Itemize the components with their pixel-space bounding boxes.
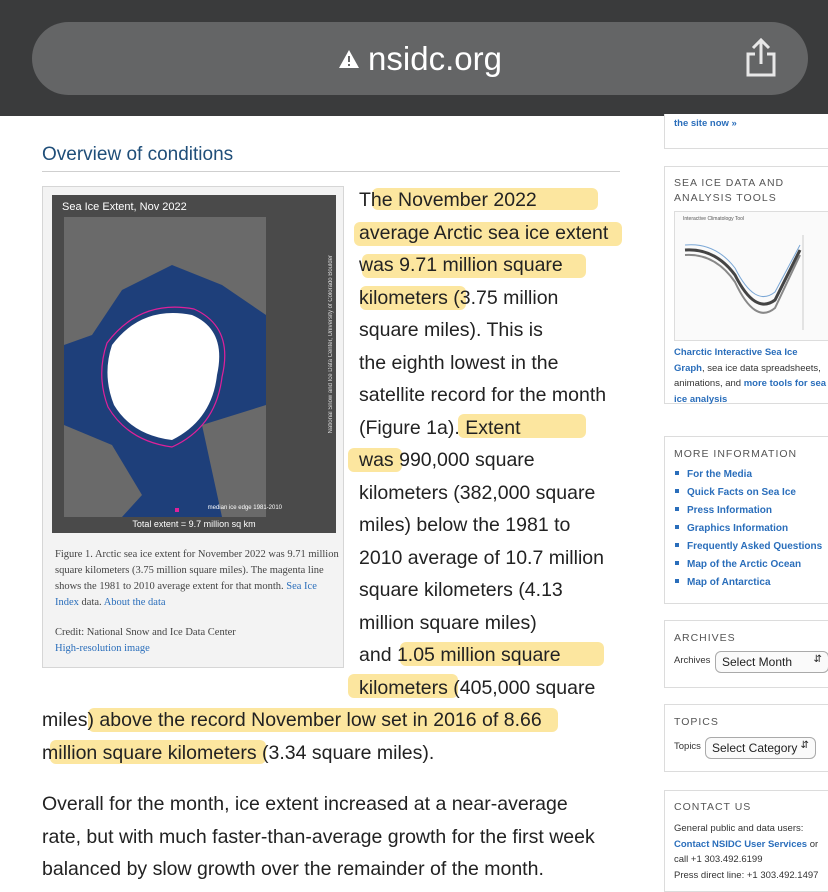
warning-triangle-icon xyxy=(338,39,360,77)
data-tools-box xyxy=(664,166,828,404)
contact-heading: CONTACT US xyxy=(674,801,752,813)
archives-box xyxy=(664,620,828,688)
contact-box xyxy=(664,790,828,892)
paragraph-2: Overall for the month, ice extent increased at a near-average rate, but with much faster-than-average growth for the first week balanced by slow growth over the remainder of the month. xyxy=(42,793,595,880)
address-bar[interactable] xyxy=(32,22,808,95)
topics-label: Topics xyxy=(674,741,701,752)
map-title: Sea Ice Extent, Nov 2022 xyxy=(62,201,187,213)
high-res-image-link[interactable]: High-resolution image xyxy=(55,643,150,654)
bullet-icon xyxy=(675,561,679,565)
figure-caption: Figure 1. Arctic sea ice extent for November 2022 was 9.71 million square kilometers (3.75 million square miles). The magenta line shows the 1981 to 2010 average extent for that month. Sea Ice Index data. About the data xyxy=(55,549,339,608)
bullet-icon xyxy=(675,471,679,475)
figure-1 xyxy=(42,186,344,668)
contact-text: General public and data users: Contact NSIDC User Services or call +1 303.492.6199 Press direct line: +1 303.492.1497 xyxy=(674,823,819,881)
more-info-item[interactable]: Frequently Asked Questions xyxy=(675,538,822,556)
sidebar-top-box xyxy=(664,114,828,149)
more-info-item[interactable]: Map of Antarctica xyxy=(675,574,822,592)
topics-select[interactable]: Select Category ⇵ xyxy=(705,737,816,759)
about-data-link[interactable]: About the data xyxy=(103,597,166,608)
more-info-item[interactable]: Map of the Arctic Ocean xyxy=(675,556,822,574)
bullet-icon xyxy=(675,507,679,511)
more-info-item[interactable]: Graphics Information xyxy=(675,520,822,538)
browser-toolbar xyxy=(0,0,828,116)
figure-credit: Credit: National Snow and Ice Data Center High-resolution image xyxy=(55,627,236,654)
section-title: Overview of conditions xyxy=(42,144,234,165)
archives-select[interactable]: Select Month ⇵ xyxy=(715,651,828,673)
contact-user-services-link[interactable]: Contact NSIDC User Services xyxy=(674,838,808,850)
more-information-box xyxy=(664,436,828,604)
more-tools-link[interactable]: more tools for sea ice analysis xyxy=(674,378,827,405)
site-now-link[interactable]: the site now » xyxy=(674,118,737,129)
more-information-heading: MORE INFORMATION xyxy=(674,448,798,460)
more-info-item[interactable]: For the Media xyxy=(675,466,822,484)
map-side-credit: National Snow and Ice Data Center, University of Colorado Boulder xyxy=(328,255,334,434)
charctic-thumbnail[interactable]: Interactive Climatology Tool xyxy=(674,211,828,341)
map-legend: median ice edge 1981-2010 xyxy=(207,505,282,511)
chevron-updown-icon: ⇵ xyxy=(800,740,809,751)
main-content xyxy=(0,116,640,882)
bullet-icon xyxy=(675,489,679,493)
more-info-item[interactable]: Press Information xyxy=(675,502,822,520)
sea-ice-map-image[interactable] xyxy=(52,195,336,533)
paragraph-1: The November 2022 average Arctic sea ice extent was 9.71 million square kilometers (3.75 million square miles). This is the eighth lowest in the satellite record for the month (Figure 1a). Extent was 990,000 square kilometers (382,000 square miles) below the 1981 to 2010 average of 10.7 million square kilometers (4.13 million square miles) and 1.05 million square kilometers (405,000 square xyxy=(359,189,609,699)
url-text: nsidc.org xyxy=(368,40,502,77)
data-tools-text: Charctic Interactive Sea Ice Graph, sea ice data spreadsheets, animations, and more tools for sea ice analysis xyxy=(674,347,827,405)
url-display[interactable] xyxy=(32,40,808,80)
more-info-item[interactable]: Quick Facts on Sea Ice xyxy=(675,484,822,502)
bullet-icon xyxy=(675,543,679,547)
topics-box xyxy=(664,704,828,772)
share-icon[interactable] xyxy=(744,38,778,83)
sea-ice-index-link[interactable]: Sea Ice Index xyxy=(55,581,317,608)
chevron-updown-icon: ⇵ xyxy=(813,654,822,665)
title-divider xyxy=(42,171,620,172)
map-total-extent: Total extent = 9.7 million sq km xyxy=(132,519,256,529)
bullet-icon xyxy=(675,525,679,529)
bullet-icon xyxy=(675,579,679,583)
sidebar xyxy=(664,116,828,882)
paragraph-1-continued: miles) above the record November low set in 2016 of 8.66 million square kilometers (3.34 square miles). xyxy=(42,709,542,764)
topics-heading: TOPICS xyxy=(674,716,719,728)
archives-label: Archives xyxy=(674,655,711,666)
archives-heading: ARCHIVES xyxy=(674,632,736,644)
data-tools-heading: SEA ICE DATA AND ANALYSIS TOOLS xyxy=(674,177,785,204)
charctic-link[interactable]: Charctic Interactive Sea Ice Graph xyxy=(674,347,798,374)
